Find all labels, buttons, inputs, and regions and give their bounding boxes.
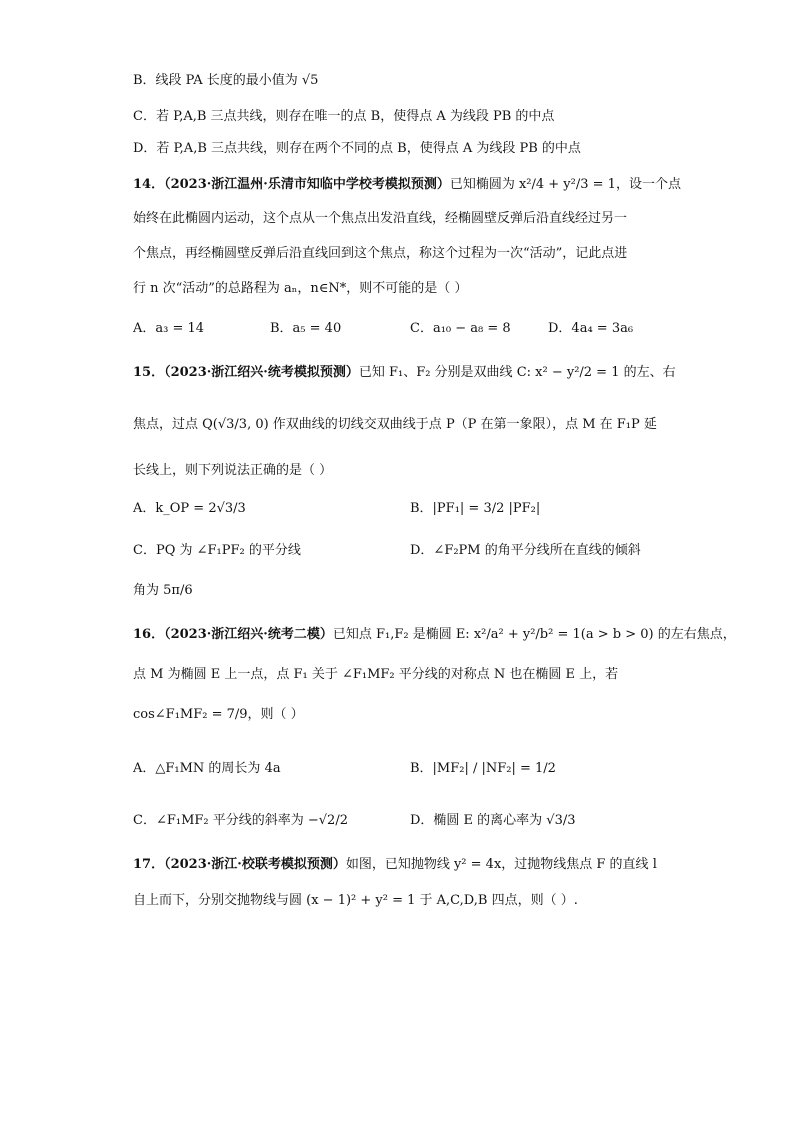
q15-option-c: C．PQ 为 ∠F₁PF₂ 的平分线 [133, 543, 301, 558]
q14-option-d: D．4a₄ = 3a₆ [548, 321, 634, 336]
q17-source: （2023·浙江·校联考模拟预测） [164, 857, 346, 872]
q17-line1 [133, 856, 657, 874]
option-b-prev: B．线段 PA 长度的最小值为 √5 [133, 73, 319, 88]
q15-line3: 长线上，则下列说法正确的是（ ） [133, 463, 333, 478]
q14-line1 [133, 176, 681, 194]
q14-line3: 个焦点，再经椭圆壁反弹后沿直线回到这个焦点，称这个过程为一次“活动”，记此点进 [133, 246, 628, 261]
q16-number: 16． [133, 627, 165, 642]
q14-option-c: C．a₁₀ − a₈ = 8 [410, 321, 511, 336]
q16-option-d: D．椭圆 E 的离心率为 √3/3 [410, 813, 576, 828]
q17-stem-1: 如图，已知抛物线 y² = 4x，过抛物线焦点 F 的直线 l [345, 857, 657, 872]
q16-source: （2023·浙江绍兴·统考二模） [164, 627, 333, 642]
q16-option-a: A．△F₁MN 的周长为 4a [133, 761, 281, 776]
q15-line1 [133, 364, 676, 382]
q14-line4: 行 n 次“活动”的总路程为 aₙ，n∈N*，则不可能的是（ ） [133, 281, 468, 296]
q15-line2: 焦点，过点 Q(√3/3, 0) 作双曲线的切线交双曲线于点 P（P 在第一象限），点 M 在 F₁P 延 [133, 417, 657, 432]
q16-line3: cos∠F₁MF₂ = 7/9，则（ ） [133, 707, 304, 722]
q14-option-b: B．a₅ = 40 [270, 321, 342, 336]
q15-option-d: D．∠F₂PM 的角平分线所在直线的倾斜 [410, 543, 641, 558]
q14-line2: 始终在此椭圆内运动，这个点从一个焦点出发沿直线，经椭圆壁反弹后沿直线经过另一 [133, 211, 628, 226]
q15-source: （2023·浙江绍兴·统考模拟预测） [164, 365, 359, 380]
q16-stem-1: 已知点 F₁,F₂ 是椭圆 E: x²/a² + y²/b² = 1(a > b > 0) 的左右焦点， [332, 627, 736, 642]
q14-option-a: A．a₃ = 14 [133, 321, 205, 336]
q17-line2: 自上而下，分别交抛物线与圆 (x − 1)² + y² = 1 于 A,C,D,B 四点，则（ ）. [133, 893, 578, 908]
q15-option-a: A．k_OP = 2√3/3 [133, 501, 246, 516]
q14-number: 14． [133, 177, 165, 192]
q16-option-b: B．|MF₂| / |NF₂| = 1/2 [410, 761, 556, 776]
q16-line1 [133, 626, 736, 644]
q15-stem-1: 已知 F₁、F₂ 分别是双曲线 C: x² − y²/2 = 1 的左、右 [358, 365, 676, 380]
q15-number: 15． [133, 365, 165, 380]
option-d-prev: D．若 P,A,B 三点共线，则存在两个不同的点 B，使得点 A 为线段 PB 的中点 [133, 141, 581, 156]
q14-source: （2023·浙江温州·乐清市知临中学校考模拟预测） [164, 177, 450, 192]
q16-option-c: C．∠F₁MF₂ 平分线的斜率为 −√2/2 [133, 813, 348, 828]
q16-line2: 点 M 为椭圆 E 上一点，点 F₁ 关于 ∠F₁MF₂ 平分线的对称点 N 也在椭圆 E 上，若 [133, 667, 619, 682]
option-c-prev: C．若 P,A,B 三点共线，则存在唯一的点 B，使得点 A 为线段 PB 的中点 [133, 109, 555, 124]
q15-option-d-cont: 角为 5π/6 [133, 583, 193, 598]
q15-option-b: B．|PF₁| = 3/2 |PF₂| [410, 501, 541, 516]
q17-number: 17． [133, 857, 165, 872]
q14-stem-1: 已知椭圆为 x²/4 + y²/3 = 1，设一个点 [449, 177, 681, 192]
